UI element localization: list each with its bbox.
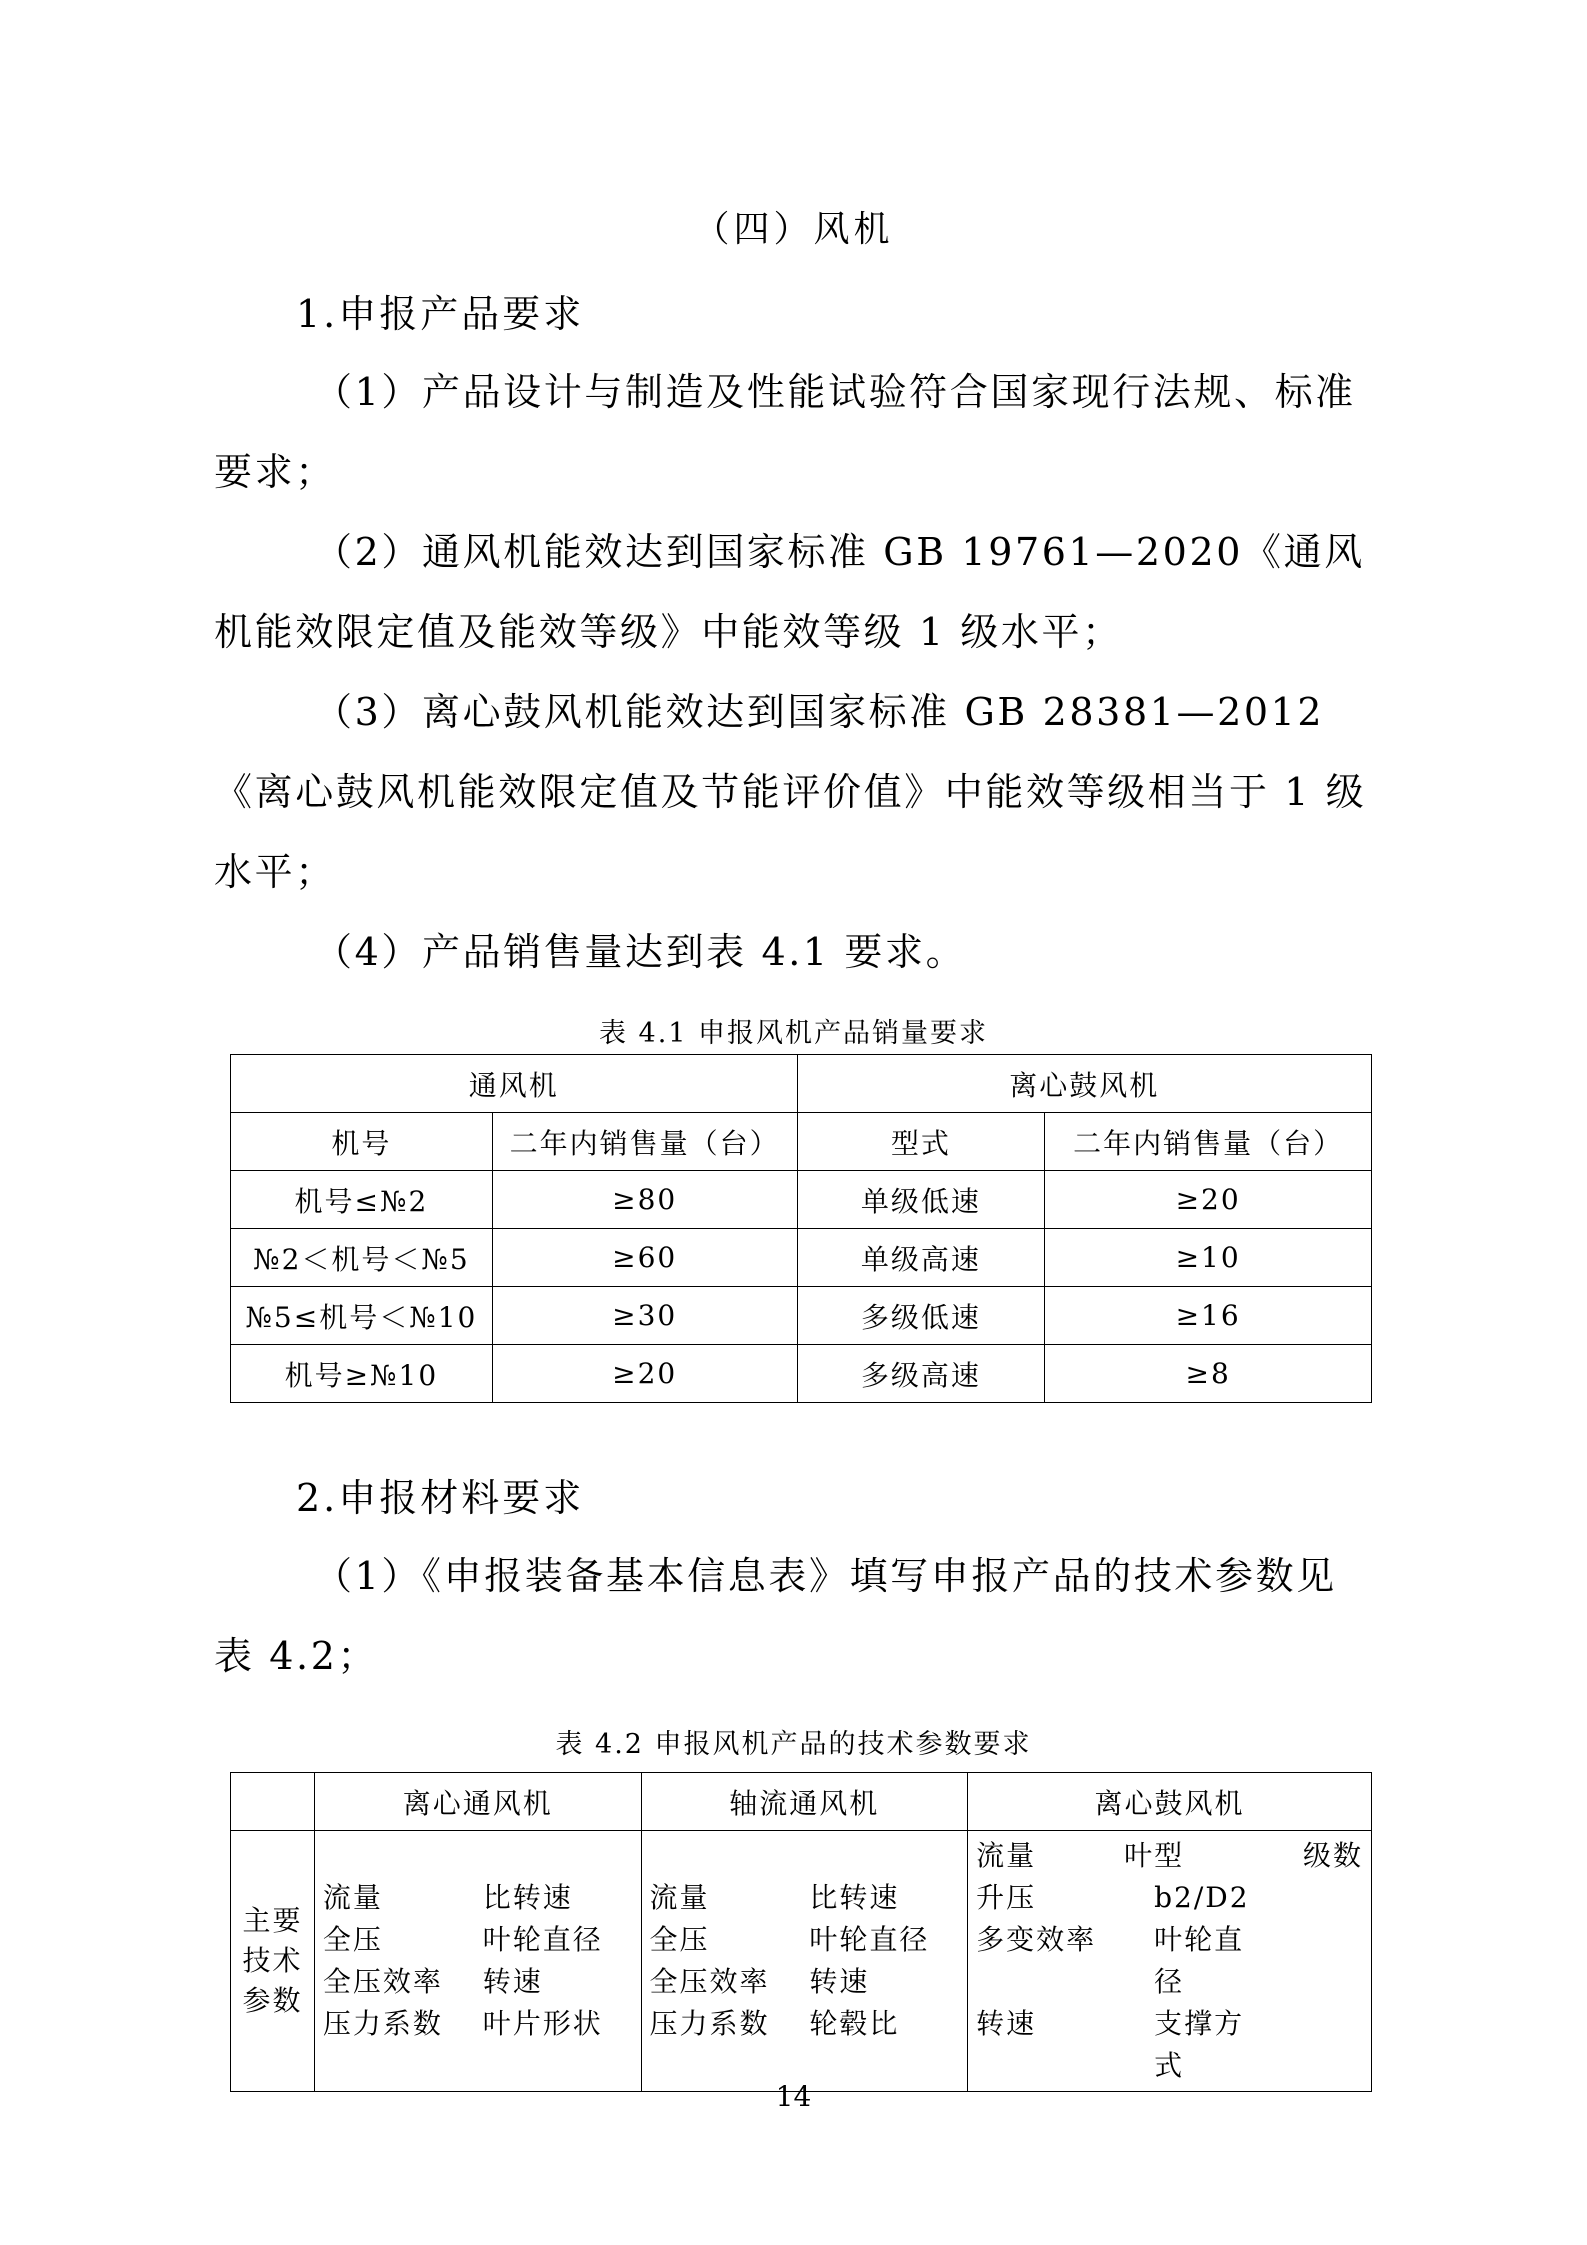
table-cell: 多级高速 [797,1345,1045,1403]
part1-item-4: （4）产品销售量达到表 4.1 要求。 [314,930,967,974]
table2-caption: 表 4.2 申报风机产品的技术参数要求 [555,1729,1032,1760]
part1-heading: 1.申报产品要求 [296,292,585,336]
table-cell: №2＜机号＜№5 [231,1229,493,1287]
table-cell: 机号≥№10 [231,1345,493,1403]
row-label: 主要技术参数 [231,1831,315,2092]
table-cell: ≥80 [492,1171,797,1229]
param: 升压 [976,1881,1037,1914]
param: 转速 [482,1965,543,1998]
table-row [231,1171,1372,1229]
technical-parameters-table [230,1772,1372,2092]
part1-item-2: （2）通风机能效达到国家标准 GB 19761—2020《通风机能效限定值及能效等级》中能效等级 1 级水平； [214,530,1365,654]
param: 压力系数 [322,2007,443,2040]
param: 全压效率 [322,1965,443,1998]
centrifugal-blower-params [968,1831,1372,2092]
table-cell: ≥20 [1045,1171,1372,1229]
sales-requirement-table [230,1054,1372,1403]
section-title: （四）风机 [693,209,894,250]
table-row [231,1831,1372,2092]
table-cell: ≥60 [492,1229,797,1287]
table-cell: 机号≤№2 [231,1171,493,1229]
col-header: 二年内销售量（台） [492,1113,797,1171]
table-row [231,1287,1372,1345]
group-header-ventilator: 通风机 [231,1055,798,1113]
param: 全压 [322,1923,383,1956]
table-cell: ≥16 [1045,1287,1372,1345]
param: 全压 [649,1923,710,1956]
table1-caption: 表 4.1 申报风机产品销量要求 [598,1018,989,1049]
param [1258,2003,1363,2087]
param: b2/D2 [1154,1881,1250,1914]
param: 流量 [322,1881,383,1914]
table-group-header-row [231,1055,1372,1113]
part1-item-1: （1）产品设计与制造及性能试验符合国家现行法规、标准要求； [214,370,1356,494]
col-header: 离心通风机 [314,1773,641,1831]
param [1258,1919,1363,2003]
part1-item-3: （3）离心鼓风机能效达到国家标准 GB 28381—2012《离心鼓风机能效限定值及节能评价值》中能效等级相当于 1 级水平； [214,690,1367,894]
part2-item-1: （1）《申报装备基本信息表》填写申报产品的技术参数见表 4.2； [214,1554,1337,1678]
param: 压力系数 [649,2007,770,2040]
param: 转速 [809,1965,870,1998]
param: 叶型 [1124,1839,1185,1872]
table-header-row [231,1773,1372,1831]
param: 叶轮直径 [1154,1923,1245,1998]
param: 流量 [976,1839,1037,1872]
table-cell: ≥8 [1045,1345,1372,1403]
param: 转速 [976,2007,1037,2040]
group-header-blower: 离心鼓风机 [797,1055,1371,1113]
table-row [231,1229,1372,1287]
param: 级数 [1302,1839,1363,1872]
centrifugal-fan-params [314,1831,641,2092]
table-cell: №5≤机号＜№10 [231,1287,493,1345]
col-header: 机号 [231,1113,493,1171]
col-header: 离心鼓风机 [968,1773,1372,1831]
part2-heading: 2.申报材料要求 [296,1476,585,1520]
param: 多变效率 [976,1923,1097,1956]
param: 全压效率 [649,1965,770,1998]
axial-fan-params [641,1831,968,2092]
col-header: 轴流通风机 [641,1773,968,1831]
param: 比转速 [809,1881,900,1914]
param: 轮毂比 [809,2007,900,2040]
col-header: 型式 [797,1113,1045,1171]
param: 流量 [649,1881,710,1914]
param [1258,1877,1363,1919]
table-cell: ≥20 [492,1345,797,1403]
table-cell: ≥30 [492,1287,797,1345]
page-number: 14 [775,2080,812,2113]
table-row [231,1345,1372,1403]
table-cell: 单级高速 [797,1229,1045,1287]
col-header: 二年内销售量（台） [1045,1113,1372,1171]
empty-corner-cell [231,1773,315,1831]
param: 支撑方式 [1154,2007,1245,2082]
table-cell: 多级低速 [797,1287,1045,1345]
param: 叶片形状 [482,2007,603,2040]
table-cell: 单级低速 [797,1171,1045,1229]
param: 叶轮直径 [482,1923,603,1956]
table-header-row [231,1113,1372,1171]
param: 叶轮直径 [809,1923,930,1956]
table-cell: ≥10 [1045,1229,1372,1287]
param: 比转速 [482,1881,573,1914]
